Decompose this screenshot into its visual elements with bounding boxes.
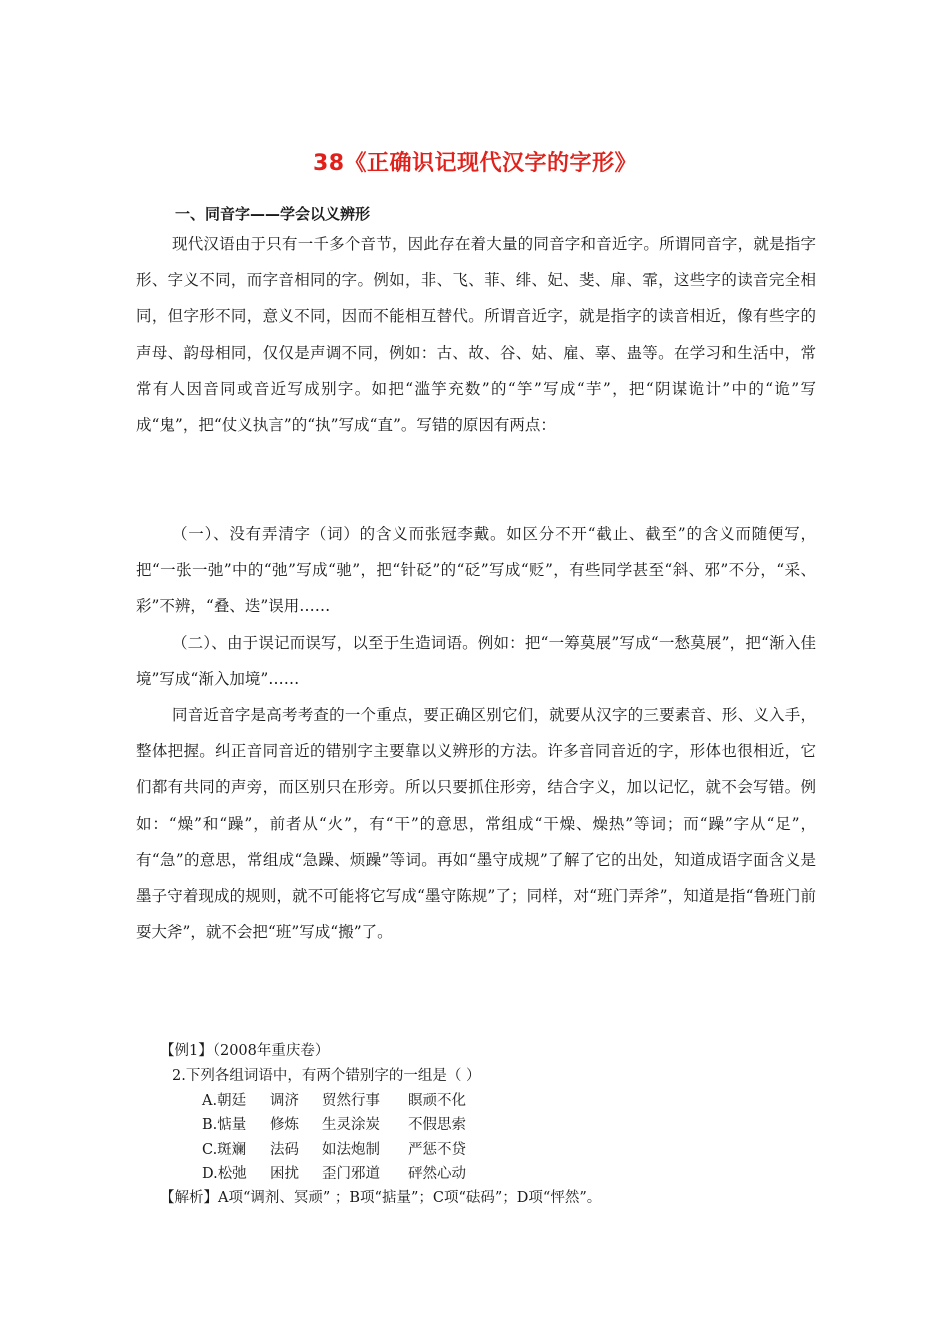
- option-word: 法码: [270, 1142, 299, 1158]
- option-word: 修炼: [270, 1117, 299, 1133]
- option-d: [202, 1162, 466, 1186]
- option-word: 瞑顽不化: [408, 1093, 466, 1109]
- example-question: 2.下列各组词语中，有两个错别字的一组是（ ）: [172, 1068, 481, 1084]
- option-word: 贸然行事: [322, 1093, 380, 1109]
- paragraph-homophones-intro: 现代汉语由于只有一千多个音节，因此存在着大量的同音字和音近字。所谓同音字，就是指字形、字义不同，而字音相同的字。例如，非、飞、菲、绯、妃、斐、扉、霏，这些字的读音完全相同，但字形不同，意义不同，因而不能相互替代。所谓音近字，就是指字的读音相近，像有些字的声母、韵母相同，仅仅是声调不同，例如：古、故、谷、姑、雇、辜、蛊等。在学习和生活中，常常有人因音同或音近写成别字。如把“滥竽充数”的“竽”写成“芋”，把“阴谋诡计”中的“诡”写成“鬼”，把“仗义执言”的“执”写成“直”。写错的原因有两点：: [136, 235, 816, 435]
- option-word: 调济: [270, 1093, 299, 1109]
- example-analysis: 【解析】A项“调剂、冥顽” ；B项“掂量”；C项“砝码”；D项“怦然”。: [160, 1190, 602, 1206]
- paragraph-reason-two: （二）、由于误记而误写，以至于生造词语。例如：把“一筹莫展”写成“一愁莫展”，把“渐入佳境”写成“渐入加境”……: [136, 634, 816, 689]
- option-word: 困扰: [270, 1166, 299, 1182]
- option-word: 砰然心动: [408, 1166, 466, 1182]
- section-heading: 一、同音字——学会以义辨形: [175, 205, 371, 223]
- option-word: C.斑斓: [202, 1142, 247, 1158]
- option-word: D.松弛: [202, 1166, 247, 1182]
- option-a: [202, 1089, 466, 1113]
- document-title: 38《正确识记现代汉字的字形》: [312, 151, 638, 176]
- option-word: B.惦量: [202, 1117, 247, 1133]
- option-word: 不假思索: [408, 1117, 466, 1133]
- paragraph-method: 同音近音字是高考考查的一个重点，要正确区别它们，就要从汉字的三要素音、形、义入手，整体把握。纠正音同音近的错别字主要靠以义辨形的方法。许多音同音近的字，形体也很相近，它们都有共同的声旁，而区别只在形旁。所以只要抓住形旁，结合字义，加以记忆，就不会写错。例如：“燥”和“躁”，前者从“火”，有“干”的意思，常组成“干燥、燥热”等词；而“躁”字从“足”，有“急”的意思，常组成“急躁、烦躁”等词。再如“墨守成规”了解了它的出处，知道成语字面含义是墨子守着现成的规则，就不可能将它写成“墨守陈规”了；同样，对“班门弄斧”，知道是指“鲁班门前耍大斧”，就不会把“班”写成“搬”了。: [136, 706, 816, 942]
- option-word: A.朝廷: [202, 1093, 247, 1109]
- example-label: 【例1】（2008年重庆卷）: [160, 1043, 330, 1059]
- option-word: 歪门邪道: [322, 1166, 380, 1182]
- option-word: 生灵涂炭: [322, 1117, 380, 1133]
- option-word: 如法炮制: [322, 1142, 380, 1158]
- option-b: [202, 1113, 466, 1137]
- option-word: 严惩不贷: [408, 1142, 466, 1158]
- option-c: [202, 1138, 466, 1162]
- paragraph-reason-one: （一）、没有弄清字（词）的含义而张冠李戴。如区分不开“截止、截至”的含义而随便写，把“一张一弛”中的“弛”写成“驰”，把“针砭”的“砭”写成“贬”，有些同学甚至“斜、邪”不分，“采、彩”不辨，“叠、迭”误用……: [136, 525, 816, 616]
